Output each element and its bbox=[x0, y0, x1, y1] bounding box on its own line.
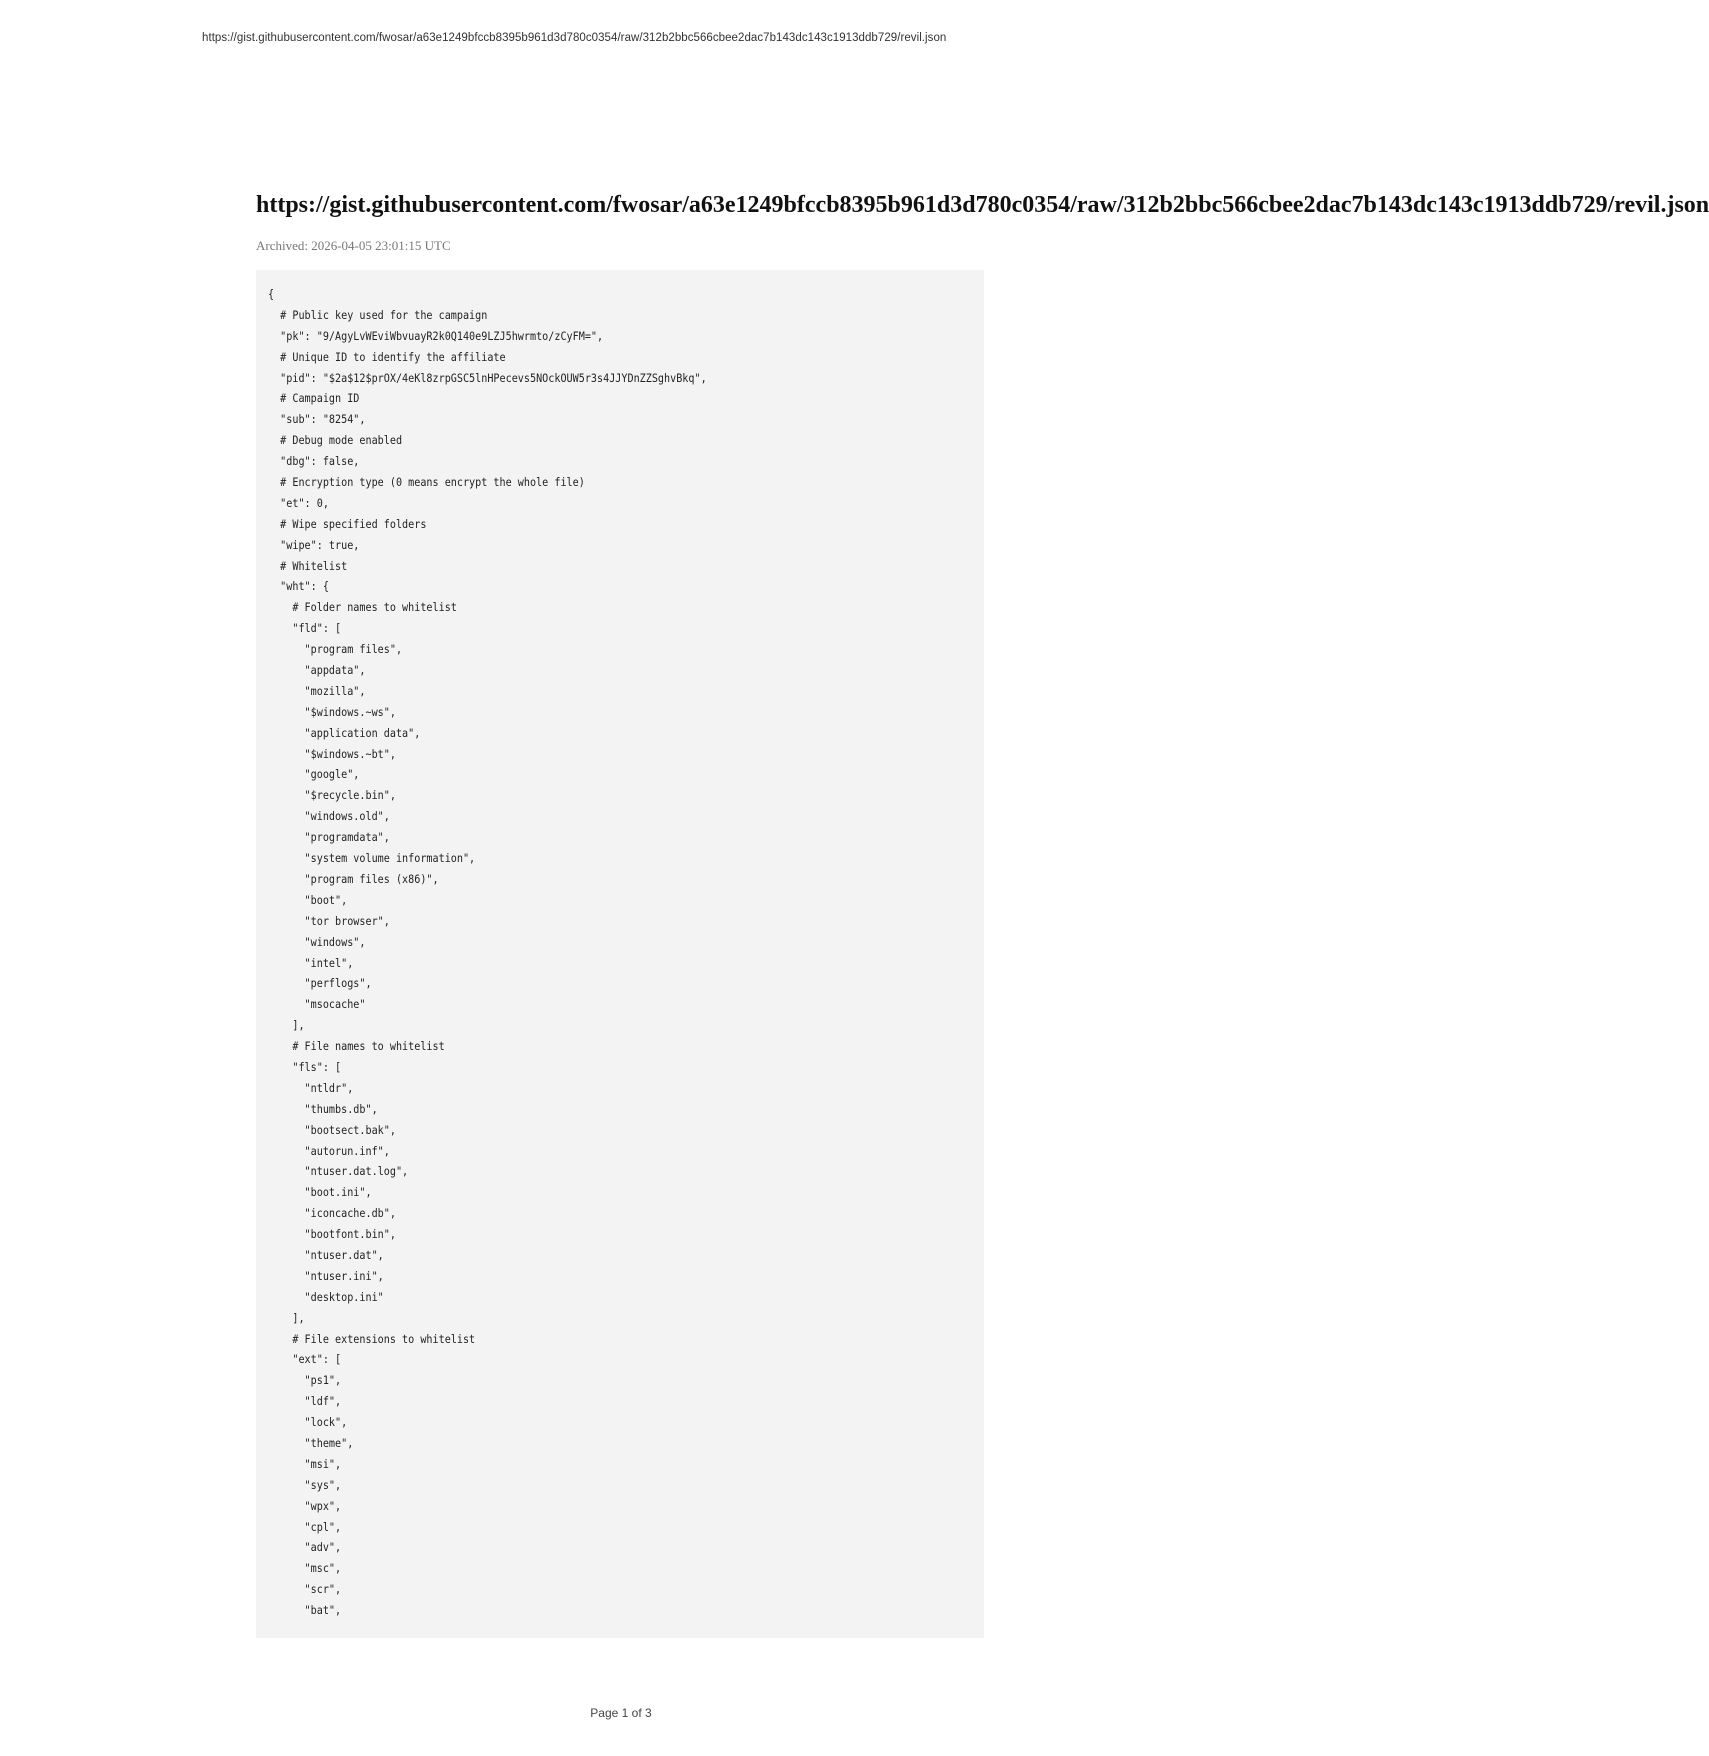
code-line: # Encryption type (0 means encrypt the whole file) bbox=[268, 475, 585, 490]
code-line: "bootsect.bak", bbox=[268, 1122, 396, 1137]
code-line: # File names to whitelist bbox=[268, 1039, 445, 1054]
code-line: "iconcache.db", bbox=[268, 1206, 396, 1221]
archived-timestamp: Archived: 2026-04-05 23:01:15 UTC bbox=[256, 238, 451, 253]
code-line: "appdata", bbox=[268, 663, 366, 678]
code-line: "google", bbox=[268, 767, 360, 782]
code-line: "system volume information", bbox=[268, 851, 476, 866]
code-line: "sub": "8254", bbox=[268, 412, 366, 427]
code-line: "bat", bbox=[268, 1603, 342, 1618]
code-line: "fls": [ bbox=[268, 1059, 342, 1074]
code-line: # Public key used for the campaign bbox=[268, 307, 488, 322]
code-line: "wipe": true, bbox=[268, 537, 360, 552]
code-line: # Campaign ID bbox=[268, 391, 360, 406]
code-line: "sys", bbox=[268, 1477, 342, 1492]
code-line: "theme", bbox=[268, 1435, 354, 1450]
code-line: "msi", bbox=[268, 1456, 342, 1471]
code-line: # File extensions to whitelist bbox=[268, 1331, 476, 1346]
code-line: "perflogs", bbox=[268, 976, 372, 991]
code-line: "pid": "$2a$12$prOX/4eKl8zrpGSC5lnHPecevs5NOckOUW5r3s4JJYDnZZSghvBkq", bbox=[268, 370, 707, 385]
code-line: "msc", bbox=[268, 1561, 342, 1576]
code-line: "fld": [ bbox=[268, 621, 342, 636]
code-line: # Unique ID to identify the affiliate bbox=[268, 349, 506, 364]
code-line: "wht": { bbox=[268, 579, 329, 594]
code-line: # Whitelist bbox=[268, 558, 348, 573]
code-line: "pk": "9/AgyLvWEviWbvuayR2k0Q140e9LZJ5hwrmto/zCyFM=", bbox=[268, 328, 604, 343]
code-line: "intel", bbox=[268, 955, 354, 970]
code-line: # Wipe specified folders bbox=[268, 516, 427, 531]
code-line: # Folder names to whitelist bbox=[268, 600, 457, 615]
code-line: "ntuser.ini", bbox=[268, 1268, 384, 1283]
code-line: "bootfont.bin", bbox=[268, 1227, 396, 1242]
code-line: "ntuser.dat", bbox=[268, 1247, 384, 1262]
code-line: "et": 0, bbox=[268, 495, 329, 510]
code-line: "boot.ini", bbox=[268, 1185, 372, 1200]
page-title: https://gist.githubusercontent.com/fwosar/a63e1249bfccb8395b961d3d780c0354/raw/312b2bbc566cbee2dac7b143dc143c1913ddb729/revil.json bbox=[256, 192, 1709, 218]
code-line: # Debug mode enabled bbox=[268, 433, 403, 448]
code-line: "windows", bbox=[268, 934, 366, 949]
code-line: "ntldr", bbox=[268, 1080, 354, 1095]
code-line: "ntuser.dat.log", bbox=[268, 1164, 409, 1179]
code-line: "ldf", bbox=[268, 1394, 342, 1409]
code-line: "tor browser", bbox=[268, 913, 390, 928]
code-line: "thumbs.db", bbox=[268, 1101, 378, 1116]
code-line: "$windows.~bt", bbox=[268, 746, 396, 761]
code-line: { bbox=[268, 287, 275, 301]
page-number: Page 1 of 3 bbox=[590, 1706, 652, 1720]
code-line: "application data", bbox=[268, 725, 421, 740]
code-line: "desktop.ini" bbox=[268, 1289, 384, 1304]
code-line: "adv", bbox=[268, 1540, 342, 1555]
print-header-url: https://gist.githubusercontent.com/fwosar/a63e1249bfccb8395b961d3d780c0354/raw/312b2bbc566cbee2dac7b143dc143c1913ddb729/revil.json bbox=[202, 32, 947, 44]
code-line: "program files (x86)", bbox=[268, 871, 439, 886]
code-line: "cpl", bbox=[268, 1519, 342, 1534]
code-line: "program files", bbox=[268, 642, 403, 657]
code-line: "scr", bbox=[268, 1582, 342, 1597]
code-line: "ps1", bbox=[268, 1373, 342, 1388]
code-line: ], bbox=[268, 1310, 305, 1325]
code-line: "mozilla", bbox=[268, 683, 366, 698]
code-line: "wpx", bbox=[268, 1498, 342, 1513]
code-line: "msocache" bbox=[268, 997, 366, 1012]
code-line: ], bbox=[268, 1018, 305, 1033]
code-line: "programdata", bbox=[268, 830, 390, 845]
code-line: "boot", bbox=[268, 892, 348, 907]
code-line: "ext": [ bbox=[268, 1352, 342, 1367]
code-line: "windows.old", bbox=[268, 809, 390, 824]
code-line: "dbg": false, bbox=[268, 454, 360, 469]
code-line: "$recycle.bin", bbox=[268, 788, 396, 803]
code-block bbox=[256, 270, 984, 1638]
code-line: "$windows.~ws", bbox=[268, 704, 396, 719]
code-line: "autorun.inf", bbox=[268, 1143, 390, 1158]
code-line: "lock", bbox=[268, 1415, 348, 1430]
